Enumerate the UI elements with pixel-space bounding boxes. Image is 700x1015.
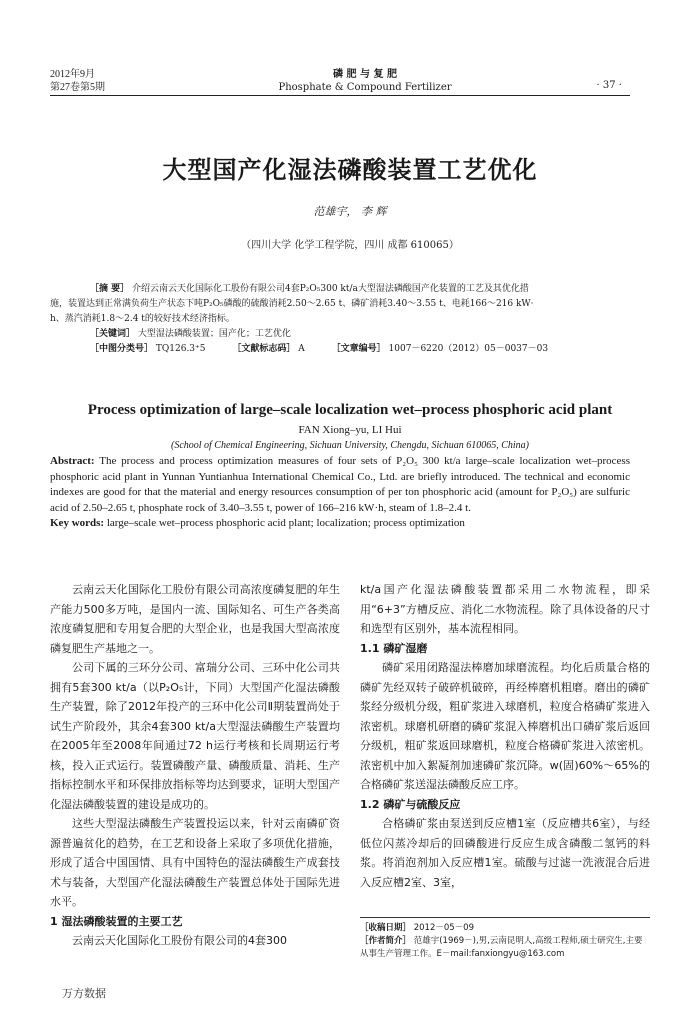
abstract-cn-label: ［摘 要］ <box>90 284 130 294</box>
section-heading-1-1: 1.1 磷矿湿磨 <box>360 641 428 655</box>
issue-volume: 第27卷第5期 <box>50 82 105 93</box>
clc-value: TQ126.3⁺5 <box>155 344 206 354</box>
author-bio: ［作者简介］ 范雄宇(1969－),男,云南昆明人,高级工程师,硕士研究生,主要从事生产管理工作。E－mail:fanxiongyu@163.com <box>360 936 643 959</box>
clc-label: ［中图分类号］ <box>90 344 154 354</box>
footnote <box>360 917 650 961</box>
paragraph: 这些大型湿法磷酸生产装置投运以来，针对云南磷矿资源普遍贫化的趋势，在工艺和设备上采取了多项优化措施，形成了适合中国国情、具有中国特色的湿法磷酸生产成套技术与装备，大型国产化湿法磷酸生产装置总体处于国际先进水平。 <box>50 817 340 908</box>
paragraph: 合格磷矿浆由泵送到反应槽1室（反应槽共6室），与经低位闪蒸冷却后的回磷酸进行反应生成含磷酸二氢钙的料浆。将消泡剂加入反应槽1室。硫酸与过滤一洗液混合后进入反应槽2室、3室， <box>360 817 650 889</box>
paragraph: 磷矿采用闭路湿法棒磨加球磨流程。均化后质量合格的磷矿先经双转子破碎机破碎，再经棒磨机粗磨。磨出的磷矿浆经分级机分级，粗矿浆进入球磨机，粒度合格磷矿浆进入浓密机。球磨机研磨的磷矿浆混入棒磨机出口磷矿浆后返回分级机，粗矿浆返回球磨机，粒度合格磷矿浆进入浓密机。浓密机中加入絮凝剂加速磷矿浆沉降。w(固)60%～65%的合格磷矿浆送湿法磷酸反应工序。 <box>360 661 650 791</box>
paper-title-cn: 大型国产化湿法磷酸装置工艺优化 <box>162 156 538 184</box>
paragraph: kt/a国产化湿法磷酸装置都采用二水物流程，即采用“6+3”方槽反应、消化二水物流程。除了具体设备的尺寸和选型有区别外，基本流程相同。 <box>360 583 650 635</box>
abstract-cn-line-1: ［摘 要］ 介绍云南云天化国际化工股份有限公司4套P₂O₅300 kt/a大型湿法磷酸国产化装置的工艺及其优化措 <box>90 284 529 294</box>
classification-row <box>50 342 630 357</box>
journal-name-en: Phosphate & Compound Fertilizer <box>278 82 452 93</box>
keywords-cn: ［关键词］ 大型湿法磷酸装置；国产化；工艺优化 <box>90 329 291 339</box>
doc-code-label: ［文献标志码］ <box>232 344 296 354</box>
abstract-en <box>50 454 630 532</box>
running-header-left <box>50 68 105 94</box>
article-no-value: 1007－6220（2012）05－0037－03 <box>388 344 549 354</box>
authors-en: FAN Xiong–yu, LI Hui <box>298 424 402 436</box>
abstract-en-body: Abstract: The process and process optimization measures of four sets of P₂O₅ 300 kt/a large–scale localization wet–process phosphoric acid plant in Yunnan Yuntianhua International Chemical Co., Ltd. are briefly introduced. The technical and economic indexes are good for that the material and energy resources consumption of per ton phosphoric acid (amount for P₂O₅) are sulfuric acid of 2.50–2.65 t, phosphate rock of 3.40–3.55 t, power of 166–216 kW·h, steam of 1.8–2.4 t. <box>50 455 630 514</box>
running-header-center <box>230 68 500 94</box>
article-no-label: ［文章编号］ <box>331 344 386 354</box>
affiliation-en: (School of Chemical Engineering, Sichuan University, Chengdu, Sichuan 610065, China) <box>170 440 529 451</box>
abstract-cn <box>50 282 630 357</box>
section-heading-1-2: 1.2 磷矿与硫酸反应 <box>360 797 461 811</box>
paragraph: 云南云天化国际化工股份有限公司高浓度磷复肥的年生产能力500多万吨，是国内一流、国际知名、可生产各类高浓度磷复肥和专用复合肥的大型企业，也是我国大型高浓度磷复肥生产基地之一。 <box>50 583 340 655</box>
keywords-cn-label: ［关键词］ <box>90 329 136 339</box>
issue-date: 2012年9月 <box>50 69 95 80</box>
paper-title-en: Process optimization of large–scale localization wet–process phosphoric acid plant <box>87 402 613 418</box>
abstract-en-label: Abstract: <box>50 455 95 467</box>
header-divider <box>50 95 630 96</box>
doc-code-value: A <box>298 344 305 354</box>
journal-name-cn: 磷 肥 与 复 肥 <box>333 69 397 80</box>
body-column-right <box>360 580 650 892</box>
keywords-en-label: Key words: <box>50 517 105 529</box>
paragraph: 公司下属的三环分公司、富瑞分公司、三环中化公司共拥有5套300 kt/a（以P₂O₅计，下同）大型国产化湿法磷酸生产装置，除了2012年投产的三环中化公司Ⅱ期装置尚处于试生产阶段外，其余4套300 kt/a大型湿法磷酸生产装置均在2005年至2008年间通过72 h运行考核和长周期运行考核，投入正式运行。装置磷酸产量、磷酸质量、消耗、生产指标控制水平和环保排放指标等均达到要求，证明大型国产化湿法磷酸装置的建设是成功的。 <box>50 661 340 811</box>
watermark: 万方数据 <box>62 987 106 1000</box>
section-heading-1: 1 湿法磷酸装置的主要工艺 <box>50 914 183 928</box>
page-number: · 37 · <box>596 80 622 91</box>
affiliation-cn: （四川大学 化学工程学院，四川 成都 610065） <box>241 240 459 251</box>
received-date: ［收稿日期］ 2012－05－09 <box>360 923 474 933</box>
abstract-cn-line-2: 施，装置达到正常满负荷生产状态下吨P₂O₅磷酸的硫酸消耗2.50～2.65 t、磷矿消耗3.40～3.55 t、电耗166～216 kW· <box>50 299 534 309</box>
keywords-en: Key words: large–scale wet–process phosphoric acid plant; localization; process optimization <box>50 517 465 529</box>
abstract-cn-line-3: h、蒸汽消耗1.8～2.4 t的较好技术经济指标。 <box>50 314 235 324</box>
body-column-left <box>50 580 340 951</box>
authors-cn: 范雄宇， 李 辉 <box>313 205 387 218</box>
paragraph: 云南云天化国际化工股份有限公司的4套300 <box>72 934 287 947</box>
